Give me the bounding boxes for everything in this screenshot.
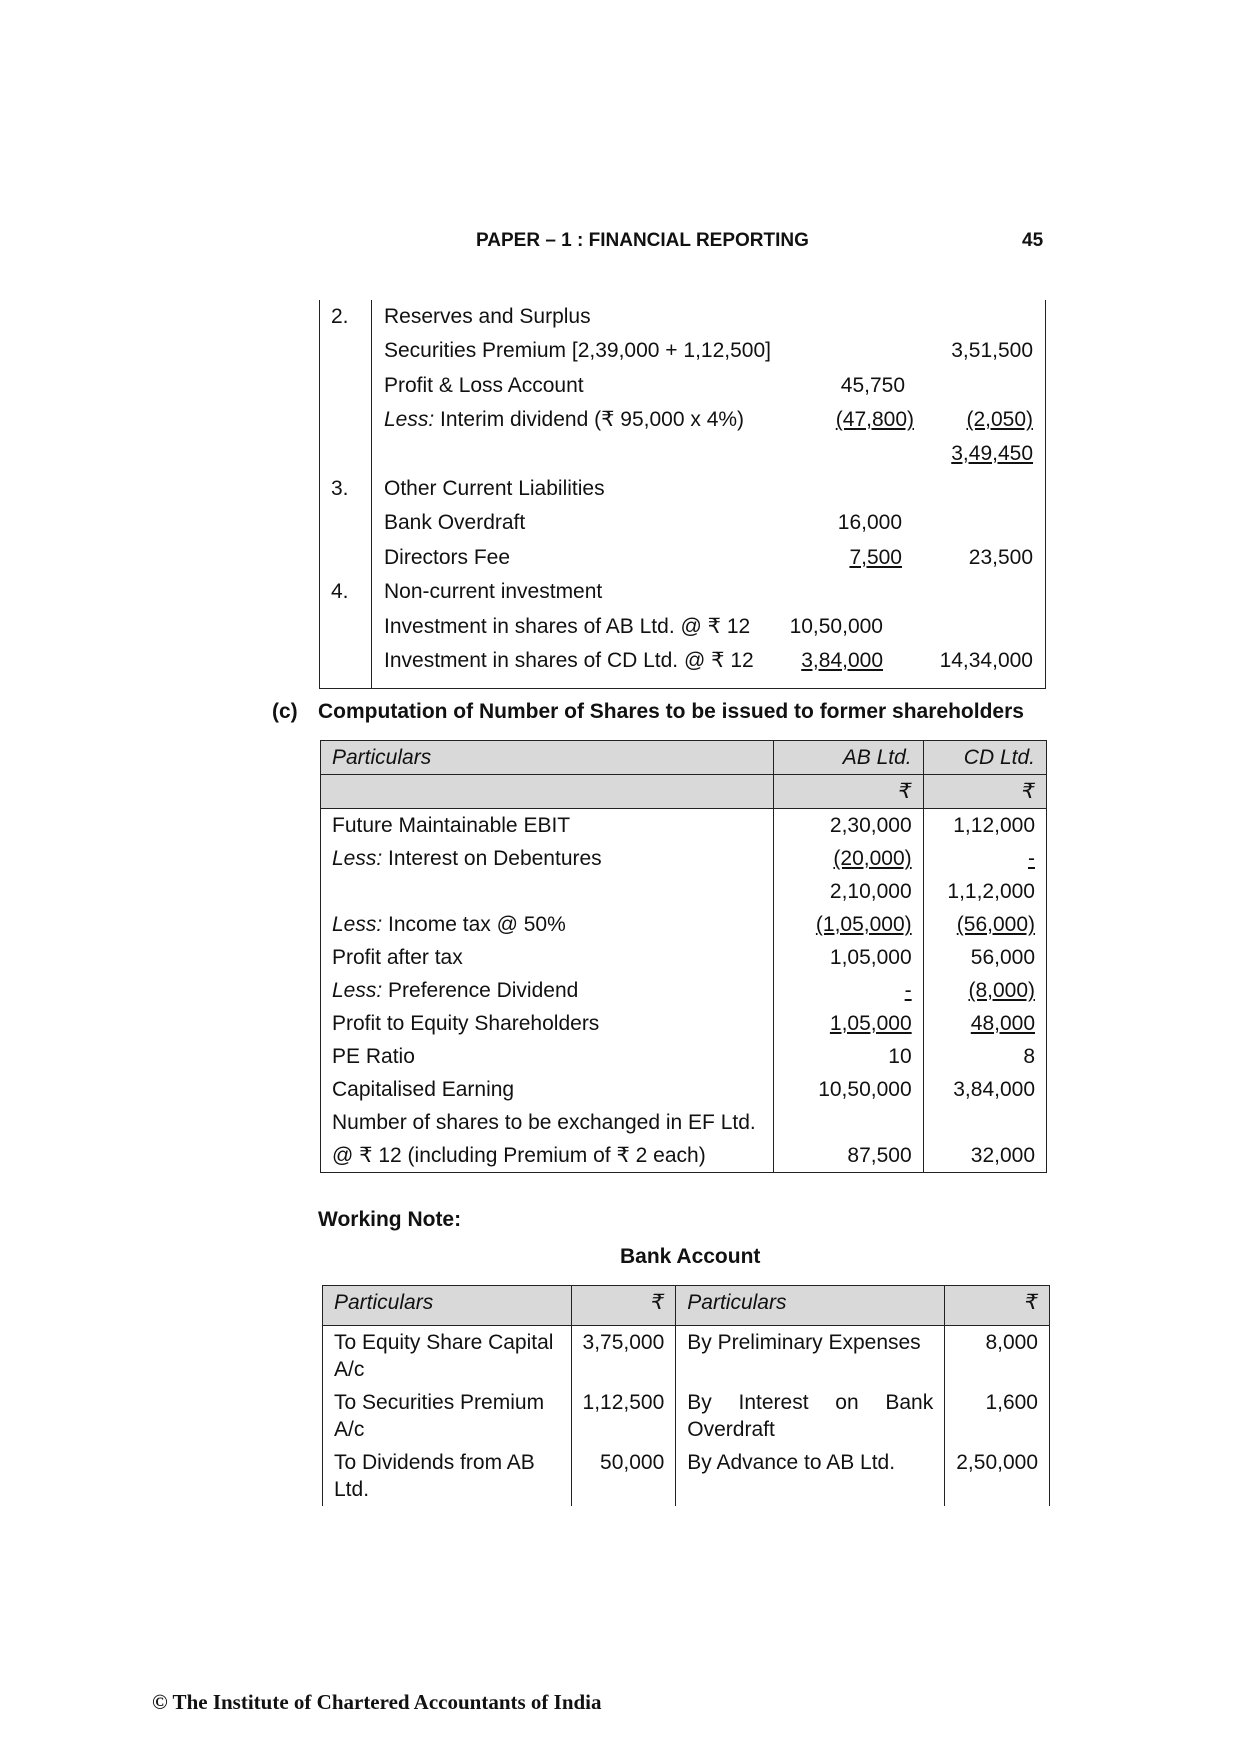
- currency-symbol: ₹: [923, 775, 1046, 809]
- section-label: (c): [272, 700, 298, 723]
- credit-particular: By Advance to AB Ltd.: [676, 1446, 945, 1506]
- section-title: Computation of Number of Shares to be issued to former shareholders: [318, 700, 1024, 723]
- ab-value: [774, 1106, 923, 1139]
- table-row: [321, 1007, 1047, 1040]
- row-label: Profit after tax: [321, 941, 774, 974]
- credit-amount: 8,000: [945, 1326, 1050, 1387]
- table-row: [320, 334, 1045, 368]
- page-header-title: PAPER – 1 : FINANCIAL REPORTING: [476, 230, 809, 251]
- row-label: @ ₹ 12 (including Premium of ₹ 2 each): [321, 1139, 774, 1173]
- credit-particular-line: Overdraft: [687, 1418, 775, 1441]
- row-label: Number of shares to be exchanged in EF Ltd.: [321, 1106, 774, 1139]
- cd-value: [923, 1007, 1046, 1040]
- ab-value-text: 1,05,000: [829, 1012, 912, 1035]
- row-label: Capitalised Earning: [321, 1073, 774, 1106]
- note-sub-value: 10,50,000: [789, 615, 883, 638]
- table-row: [321, 1139, 1047, 1173]
- cd-value: 3,84,000: [923, 1073, 1046, 1106]
- table-row: [321, 1040, 1047, 1073]
- word: By: [687, 1391, 712, 1414]
- credit-particular: [676, 1386, 945, 1446]
- row-label: PE Ratio: [321, 1040, 774, 1073]
- ab-value: [774, 908, 923, 941]
- row-label: [321, 875, 774, 908]
- bank-account-table: [322, 1285, 1050, 1506]
- cd-value-text: (8,000): [968, 979, 1035, 1002]
- cd-value: 1,12,000: [923, 809, 1046, 843]
- row-label: [321, 974, 774, 1007]
- ab-value: 10: [774, 1040, 923, 1073]
- cd-value: 1,1,2,000: [923, 875, 1046, 908]
- computation-table: [320, 740, 1047, 1173]
- column-header: ₹: [945, 1286, 1050, 1326]
- ab-value: 10,50,000: [774, 1073, 923, 1106]
- note-total-value: 3,49,450: [951, 442, 1033, 465]
- note-total-value: 14,34,000: [939, 649, 1033, 672]
- bank-account-title: Bank Account: [620, 1245, 761, 1268]
- cd-value: [923, 1106, 1046, 1139]
- working-note-heading: Working Note:: [318, 1208, 462, 1231]
- note-line-label: Directors Fee: [384, 546, 511, 569]
- cd-value-text: 48,000: [970, 1012, 1035, 1035]
- cd-value: 8: [923, 1040, 1046, 1073]
- debit-particular: To Dividends from AB Ltd.: [323, 1446, 572, 1506]
- table-row: [320, 472, 1045, 506]
- ab-value: 2,10,000: [774, 875, 923, 908]
- table-row: [321, 842, 1047, 875]
- table-row: [323, 1326, 1050, 1387]
- table-row: [320, 437, 1045, 471]
- column-header: AB Ltd.: [774, 741, 923, 775]
- ab-value-text: -: [904, 979, 912, 1002]
- note-line-label: Investment in shares of CD Ltd. @ ₹ 12: [384, 649, 754, 672]
- table-row: [321, 809, 1047, 843]
- note-number: 2.: [331, 305, 349, 328]
- debit-amount: 50,000: [571, 1446, 676, 1506]
- ab-value: 87,500: [774, 1139, 923, 1173]
- word: Interest: [738, 1391, 809, 1414]
- note-total-value: 23,500: [968, 546, 1033, 569]
- debit-particular: To Securities Premium A/c: [323, 1386, 572, 1446]
- credit-particular-line: [687, 1389, 933, 1416]
- table-header-row: [323, 1286, 1050, 1326]
- table-row: [320, 369, 1045, 403]
- row-label-text: Preference Dividend: [382, 979, 579, 1002]
- table-header-row: [321, 741, 1047, 775]
- note-line-label: [384, 403, 744, 437]
- ab-value: [774, 1007, 923, 1040]
- page-number: 45: [1022, 230, 1044, 251]
- note-heading: Non-current investment: [384, 580, 603, 603]
- credit-particular: By Preliminary Expenses: [676, 1326, 945, 1387]
- credit-amount: 1,600: [945, 1386, 1050, 1446]
- table-row: [323, 1386, 1050, 1446]
- table-row: [321, 908, 1047, 941]
- column-header: CD Ltd.: [923, 741, 1046, 775]
- column-header: Particulars: [321, 741, 774, 775]
- note-total-value: (2,050): [966, 408, 1033, 431]
- ab-value: [774, 974, 923, 1007]
- row-label-text: Income tax @ 50%: [382, 913, 566, 936]
- cd-value: [923, 842, 1046, 875]
- note-line-text: Interim dividend (₹ 95,000 x 4%): [434, 408, 745, 431]
- ab-value: 2,30,000: [774, 809, 923, 843]
- column-header: Particulars: [323, 1286, 572, 1326]
- note-number: 3.: [331, 477, 349, 500]
- note-sub-value: (47,800): [835, 408, 914, 431]
- table-row: [320, 575, 1045, 609]
- table-row: [320, 300, 1045, 334]
- word: Bank: [885, 1391, 934, 1414]
- table-row: [321, 1073, 1047, 1106]
- less-label: Less:: [332, 913, 383, 936]
- currency-symbol: ₹: [774, 775, 923, 809]
- table-row: [321, 875, 1047, 908]
- note-total-value: 3,51,500: [951, 339, 1033, 362]
- table-row: [320, 644, 1045, 678]
- ab-value: [774, 842, 923, 875]
- note-sub-value: 16,000: [837, 511, 902, 534]
- cd-value: [923, 908, 1046, 941]
- note-number: 4.: [331, 580, 349, 603]
- note-line-label: Profit & Loss Account: [384, 374, 584, 397]
- cd-value: 56,000: [923, 941, 1046, 974]
- cd-value-text: -: [1028, 847, 1035, 870]
- credit-amount: 2,50,000: [945, 1446, 1050, 1506]
- debit-particular: To Equity Share Capital A/c: [323, 1326, 572, 1387]
- note-line-label: Bank Overdraft: [384, 511, 526, 534]
- cd-value: 32,000: [923, 1139, 1046, 1173]
- note-sub-value: 3,84,000: [801, 649, 883, 672]
- column-header: ₹: [571, 1286, 676, 1326]
- row-label: [321, 842, 774, 875]
- row-label: Future Maintainable EBIT: [321, 809, 774, 843]
- notes-table: [319, 300, 1046, 689]
- cd-value: [923, 974, 1046, 1007]
- note-sub-value: 45,750: [840, 374, 905, 397]
- note-heading: Reserves and Surplus: [384, 305, 591, 328]
- note-line-label: Investment in shares of AB Ltd. @ ₹ 12: [384, 615, 751, 638]
- column-header: Particulars: [676, 1286, 945, 1326]
- table-row: [320, 403, 1045, 437]
- debit-amount: 3,75,000: [571, 1326, 676, 1387]
- row-label-text: Interest on Debentures: [382, 847, 602, 870]
- table-row: [320, 541, 1045, 575]
- table-row: [321, 1106, 1047, 1139]
- row-label: Profit to Equity Shareholders: [321, 1007, 774, 1040]
- note-heading: Other Current Liabilities: [384, 477, 605, 500]
- table-row: [320, 610, 1045, 644]
- blank-cell: [321, 775, 774, 809]
- word: on: [835, 1391, 859, 1414]
- footer-copyright: © The Institute of Chartered Accountants of India: [152, 1690, 602, 1714]
- row-label: [321, 908, 774, 941]
- table-row: [320, 506, 1045, 540]
- note-line-label: Securities Premium [2,39,000 + 1,12,500]: [384, 339, 771, 362]
- less-label: Less:: [332, 979, 383, 1002]
- currency-row: [321, 775, 1047, 809]
- ab-value: 1,05,000: [774, 941, 923, 974]
- note-sub-value: 7,500: [849, 546, 902, 569]
- table-row: [321, 941, 1047, 974]
- ab-value-text: (20,000): [833, 847, 912, 870]
- table-row: [323, 1446, 1050, 1506]
- less-label: Less:: [384, 408, 435, 431]
- cd-value-text: (56,000): [956, 913, 1035, 936]
- table-row: [321, 974, 1047, 1007]
- ab-value-text: (1,05,000): [815, 913, 912, 936]
- debit-amount: 1,12,500: [571, 1386, 676, 1446]
- less-label: Less:: [332, 847, 383, 870]
